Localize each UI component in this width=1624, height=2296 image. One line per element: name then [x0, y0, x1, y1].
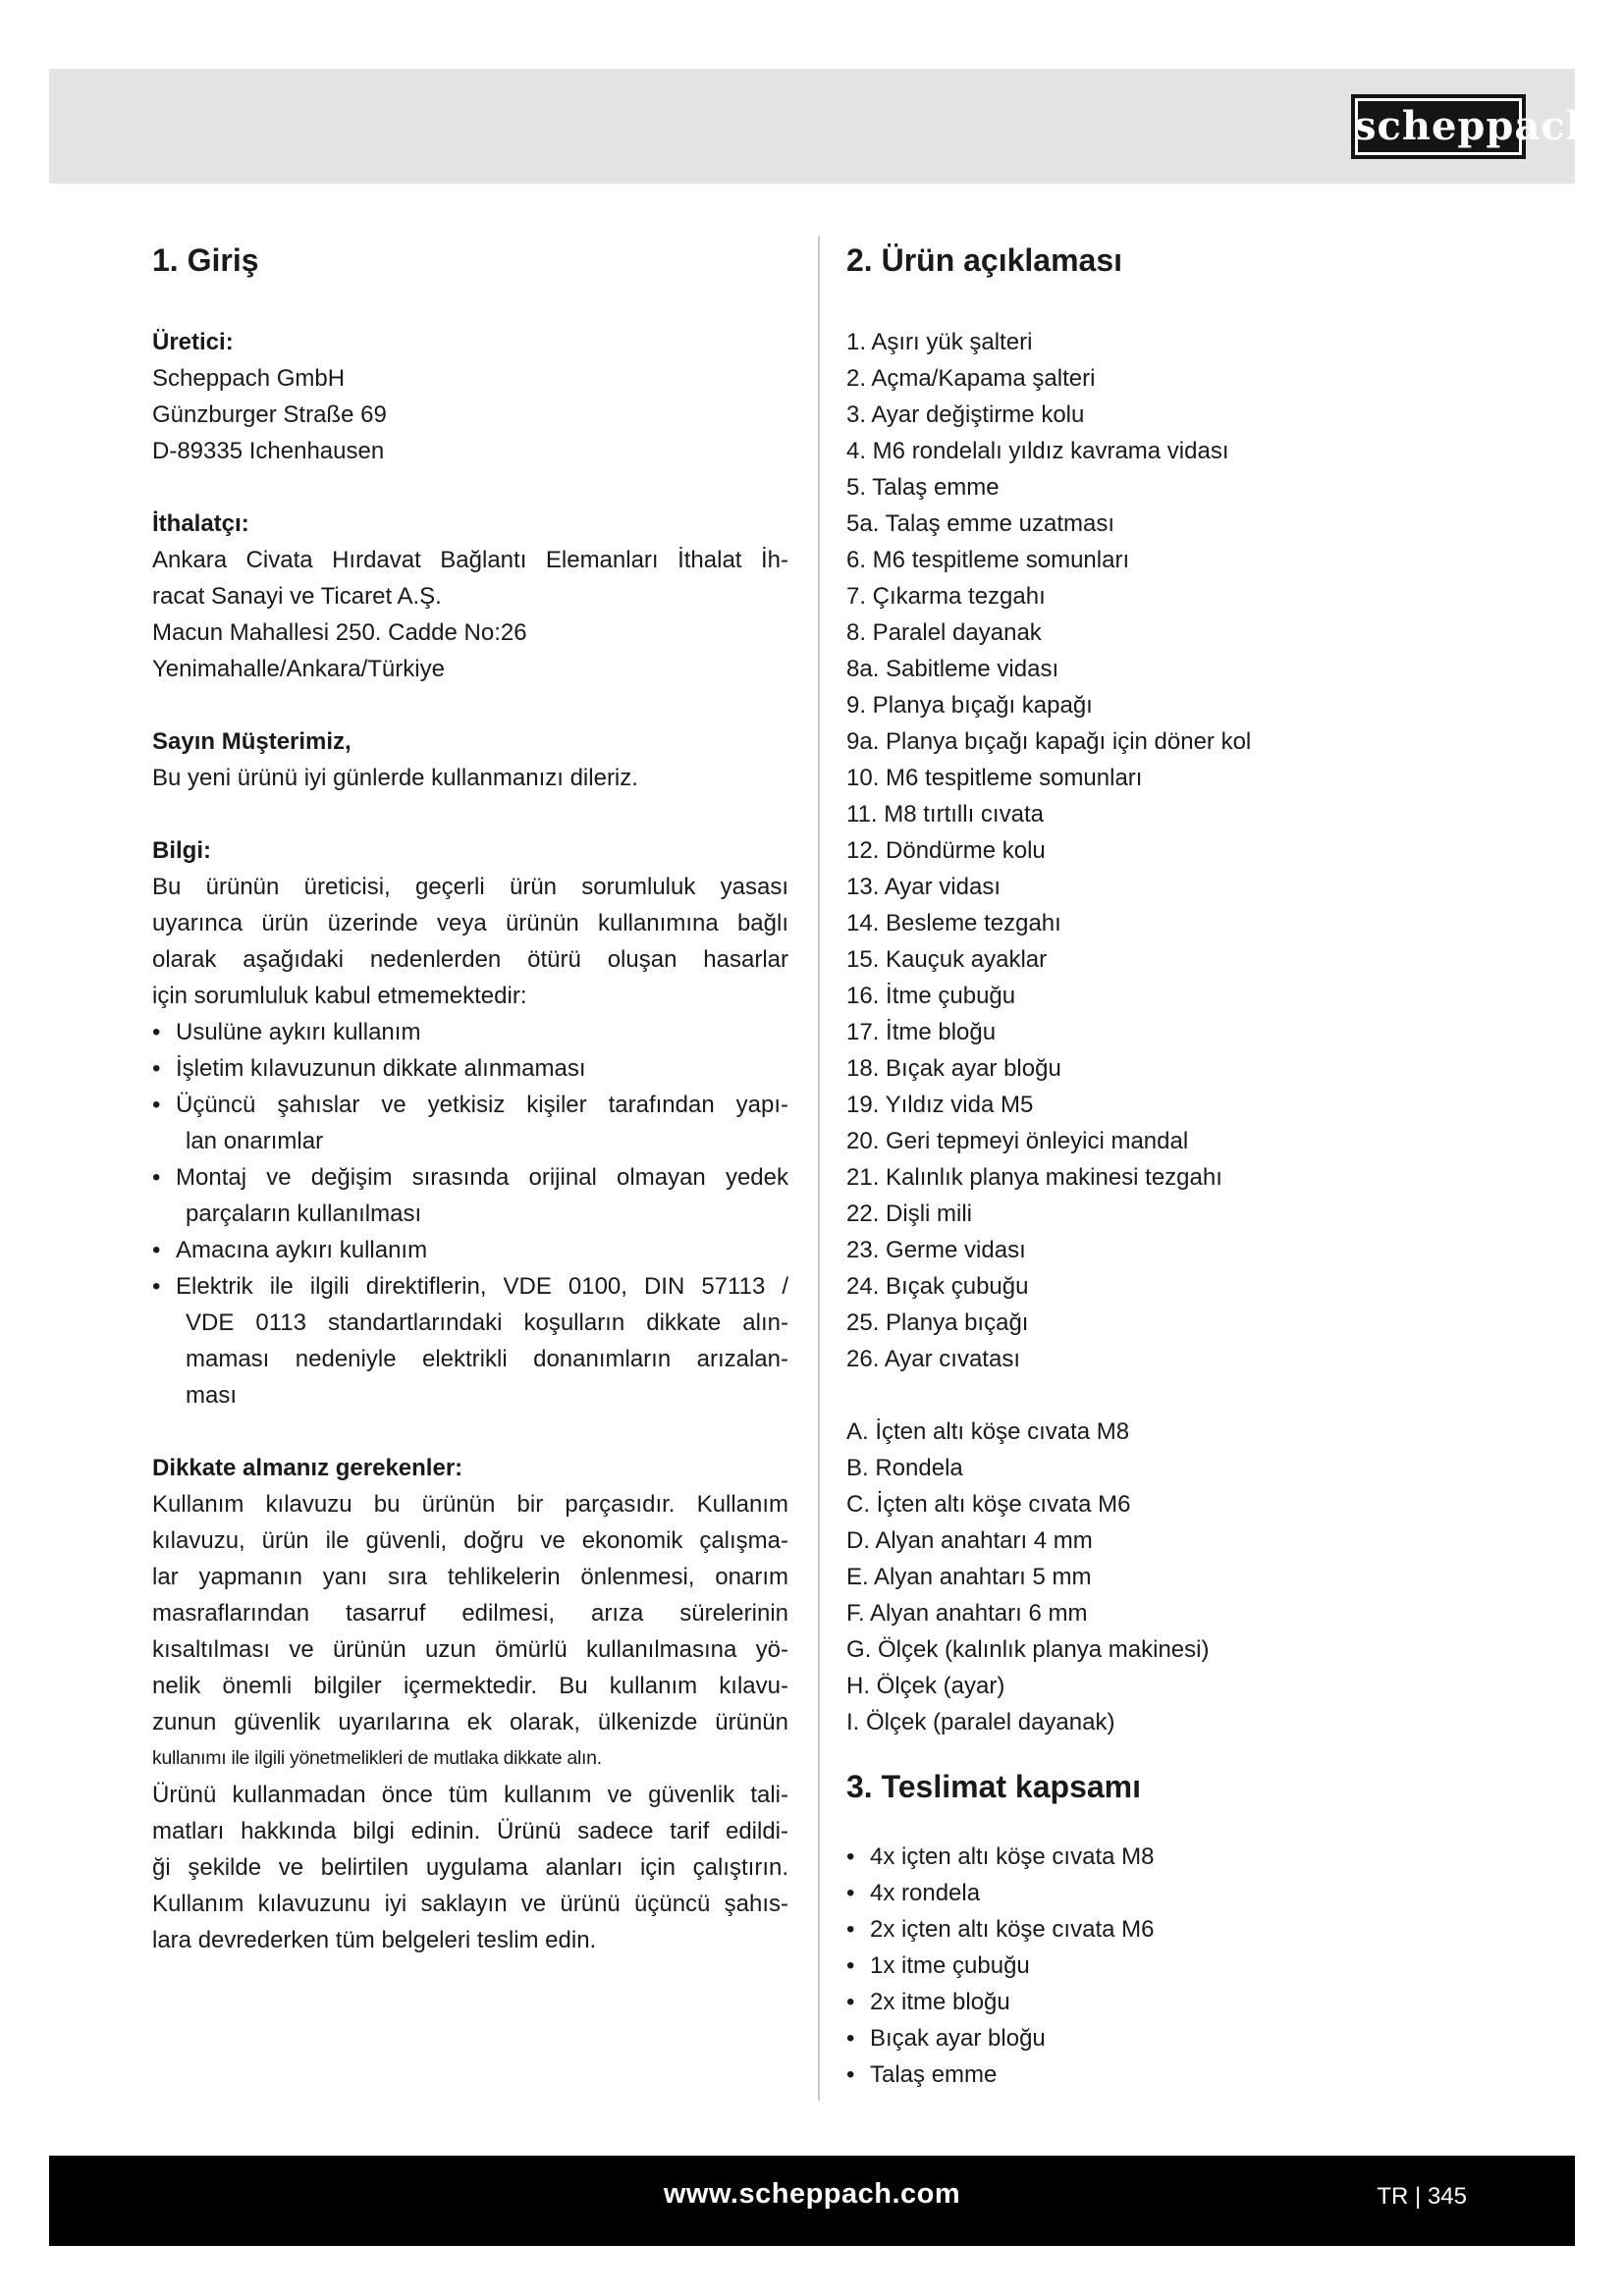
footer-band — [49, 2156, 1575, 2246]
parts-list — [846, 324, 1534, 1377]
brand-logo: scheppach — [1351, 94, 1526, 159]
greeting-text: Bu yeni ürünü iyi günlerde kullanmanızı dileriz. — [152, 765, 638, 791]
list-item: 14. Besleme tezgahı — [846, 910, 1061, 936]
footer-website-link[interactable]: www.scheppach.com — [663, 2178, 961, 2210]
manufacturer-line: D-89335 Ichenhausen — [152, 438, 385, 464]
list-item: 13. Ayar vidası — [846, 874, 1001, 900]
list-item: • Üçüncü şahıslar ve yetkisiz kişiler tarafından yapı- lan onarımlar — [152, 1087, 788, 1159]
notice-line: nelik önemli bilgiler içermektedir. Bu kullanım kılavu- — [152, 1673, 788, 1699]
list-item: 22. Dişli mili — [846, 1201, 973, 1227]
manufacturer-line: Günzburger Straße 69 — [152, 401, 387, 428]
page-number: TR | 345 — [1377, 2183, 1467, 2210]
list-item: E. Alyan anahtarı 5 mm — [846, 1564, 1092, 1590]
info-line: için sorumluluk kabul etmemektedir: — [152, 983, 527, 1009]
list-item: • 2x içten altı köşe cıvata M6 — [846, 1911, 1534, 1948]
list-item: 17. İtme bloğu — [846, 1019, 997, 1045]
list-item: • 2x itme bloğu — [846, 1984, 1534, 2020]
info-line: Bu ürünün üreticisi, geçerli ürün sorumluluk yasası — [152, 874, 788, 900]
list-item: B. Rondela — [846, 1455, 963, 1481]
notice-line: lar yapmanın yanı sıra tehlikelerin önlenmesi, onarım — [152, 1564, 788, 1590]
right-column — [846, 236, 1534, 2093]
list-item: • İşletim kılavuzunun dikkate alınmaması — [152, 1050, 788, 1087]
list-item: G. Ölçek (kalınlık planya makinesi) — [846, 1636, 1210, 1663]
greeting-label: Sayın Müşterimiz, — [152, 728, 352, 755]
list-item: 12. Döndürme kolu — [846, 837, 1046, 864]
list-item: • Usulüne aykırı kullanım — [152, 1014, 788, 1050]
column-divider — [818, 236, 820, 2101]
list-item: • 1x itme çubuğu — [846, 1948, 1534, 1984]
notice-line: matları hakkında bilgi edinin. Ürünü sadece tarif edildi- — [152, 1818, 788, 1844]
list-item: • Talaş emme — [846, 2056, 1534, 2093]
importer-line: Yenimahalle/Ankara/Türkiye — [152, 656, 445, 682]
manufacturer-label: Üretici: — [152, 329, 234, 355]
list-item: C. İçten altı köşe cıvata M6 — [846, 1491, 1131, 1518]
list-item: F. Alyan anahtarı 6 mm — [846, 1600, 1088, 1627]
list-item: 3. Ayar değiştirme kolu — [846, 401, 1085, 428]
list-item: 5a. Talaş emme uzatması — [846, 510, 1115, 537]
list-item: D. Alyan anahtarı 4 mm — [846, 1527, 1093, 1554]
section-title-delivery: 3. Teslimat kapsamı — [846, 1769, 1141, 1804]
list-item: 8. Paralel dayanak — [846, 619, 1042, 646]
list-item: 21. Kalınlık planya makinesi tezgahı — [846, 1164, 1222, 1191]
importer-line: Ankara Civata Hırdavat Bağlantı Elemanları İthalat İh- — [152, 547, 788, 573]
info-line: olarak aşağıdaki nedenlerden ötürü oluşan hasarlar — [152, 946, 788, 973]
list-item: 24. Bıçak çubuğu — [846, 1273, 1029, 1300]
info-line: uyarınca ürün üzerinde veya ürünün kullanımına bağlı — [152, 910, 788, 936]
list-item: 1. Aşırı yük şalteri — [846, 329, 1033, 355]
list-item: 7. Çıkarma tezgahı — [846, 583, 1046, 610]
list-item: 5. Talaş emme — [846, 474, 1000, 501]
importer-line: racat Sanayi ve Ticaret A.Ş. — [152, 583, 442, 610]
list-item: • 4x rondela — [846, 1875, 1534, 1911]
list-item: • 4x içten altı köşe cıvata M8 — [846, 1839, 1534, 1875]
list-item: 23. Germe vidası — [846, 1237, 1026, 1263]
list-item: 8a. Sabitleme vidası — [846, 656, 1059, 682]
importer-label: İthalatçı: — [152, 510, 249, 537]
list-item: 2. Açma/Kapama şalteri — [846, 365, 1096, 392]
info-paragraph — [152, 869, 788, 1014]
list-item: 9a. Planya bıçağı kapağı için döner kol — [846, 728, 1252, 755]
list-item: 15. Kauçuk ayaklar — [846, 946, 1048, 973]
importer-line: Macun Mahallesi 250. Cadde No:26 — [152, 619, 527, 646]
manufacturer-address — [152, 360, 788, 469]
notice-paragraph — [152, 1486, 788, 1958]
list-item: 6. M6 tespitleme somunları — [846, 547, 1130, 573]
list-item: 4. M6 rondelalı yıldız kavrama vidası — [846, 438, 1229, 464]
notice-line: kullanımı ile ilgili yönetmelikleri de mutlaka dikkate alın. — [152, 1747, 602, 1769]
header-band — [49, 69, 1596, 184]
notice-line: kısaltılması ve ürünün uzun ömürlü kullanılmasına yö- — [152, 1636, 788, 1663]
notice-line: zunun güvenlik uyarılarına ek olarak, ülkenizde ürünün — [152, 1709, 788, 1735]
notice-line: lara devrederken tüm belgeleri teslim edin. — [152, 1927, 597, 1953]
info-label: Bilgi: — [152, 837, 211, 864]
delivery-list — [846, 1839, 1534, 2093]
list-item: 16. İtme çubuğu — [846, 983, 1016, 1009]
notice-line: Kullanım kılavuzu bu ürünün bir parçasıdır. Kullanım — [152, 1491, 788, 1518]
importer-address — [152, 542, 788, 687]
list-item: • Bıçak ayar bloğu — [846, 2020, 1534, 2056]
list-item: 11. M8 tırtıllı cıvata — [846, 801, 1044, 828]
liability-list — [152, 1014, 788, 1414]
manufacturer-line: Scheppach GmbH — [152, 365, 346, 392]
section-title-product: 2. Ürün açıklaması — [846, 242, 1123, 278]
notice-line: Kullanım kılavuzunu iyi saklayın ve ürünü üçüncü şahıs- — [152, 1891, 788, 1917]
list-item: • Amacına aykırı kullanım — [152, 1232, 788, 1268]
list-item: 18. Bıçak ayar bloğu — [846, 1055, 1061, 1082]
notice-line: ği şekilde ve belirtilen uygulama alanları için çalıştırın. — [152, 1854, 788, 1881]
list-item: • Elektrik ile ilgili direktiflerin, VDE 0100, DIN 57113 / VDE 0113 standartlarındaki koşulların dikkate alın- maması nedeniyle elektrikli donanımların arızalan- ması — [152, 1268, 788, 1414]
list-item: H. Ölçek (ayar) — [846, 1673, 1005, 1699]
notice-line: kılavuzu, ürün ile güvenli, doğru ve ekonomik çalışma- — [152, 1527, 788, 1554]
accessories-list — [846, 1414, 1534, 1740]
list-item: 10. M6 tespitleme somunları — [846, 765, 1143, 791]
list-item: 19. Yıldız vida M5 — [846, 1092, 1034, 1118]
list-item: I. Ölçek (paralel dayanak) — [846, 1709, 1115, 1735]
notice-label: Dikkate almanız gerekenler: — [152, 1455, 463, 1481]
list-item: A. İçten altı köşe cıvata M8 — [846, 1418, 1130, 1445]
list-item: 9. Planya bıçağı kapağı — [846, 692, 1093, 719]
list-item: • Montaj ve değişim sırasında orijinal olmayan yedek parçaların kullanılması — [152, 1159, 788, 1232]
section-title-intro: 1. Giriş — [152, 242, 259, 278]
list-item: 26. Ayar cıvatası — [846, 1346, 1020, 1372]
list-item: 20. Geri tepmeyi önleyici mandal — [846, 1128, 1189, 1154]
notice-line: masraflarından tasarruf edilmesi, arıza sürelerinin — [152, 1600, 788, 1627]
list-item: 25. Planya bıçağı — [846, 1309, 1029, 1336]
left-column — [152, 236, 788, 1958]
notice-line: Ürünü kullanmadan önce tüm kullanım ve güvenlik tali- — [152, 1782, 788, 1808]
